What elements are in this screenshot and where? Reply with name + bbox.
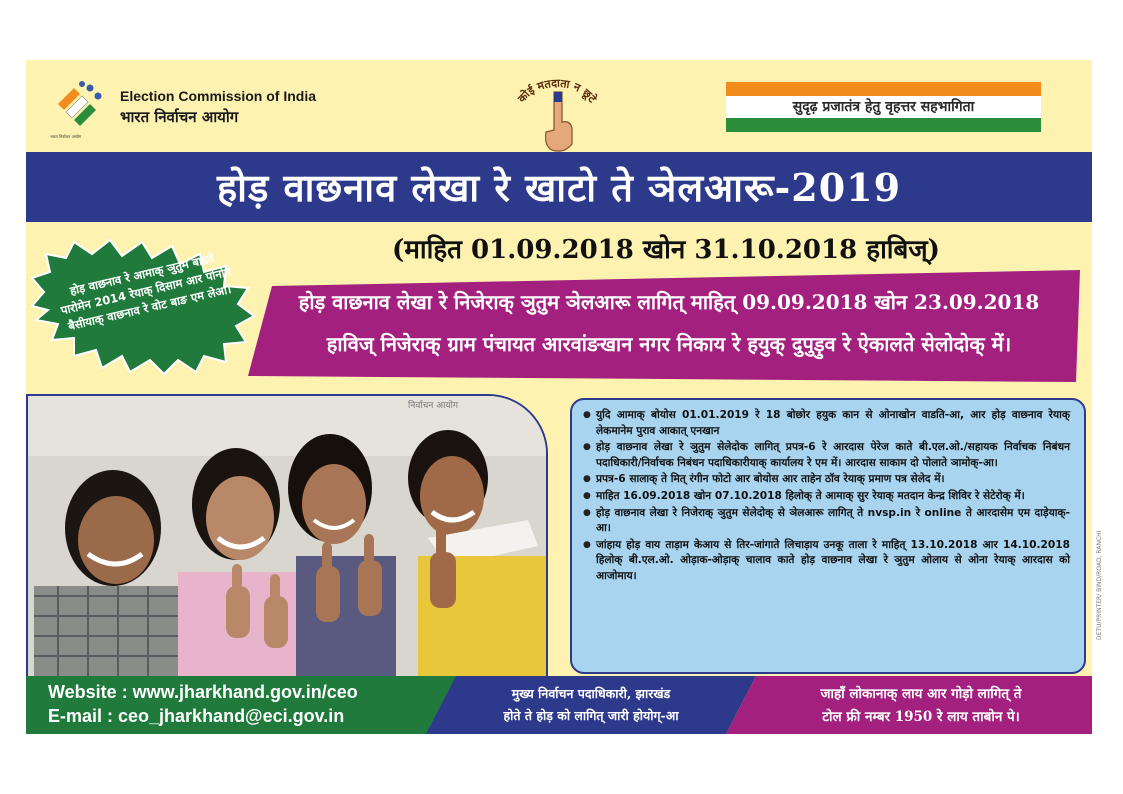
inked-finger-mascot-icon (502, 70, 612, 154)
helpline-line-1: जाहाँ लोकानाक् लाय आर गोड़ो लागित् ते (820, 686, 1022, 702)
voter-registration-poster (26, 60, 1092, 734)
eci-name-hi: भारत निर्वाचन आयोग (120, 108, 239, 126)
magenta-banner (248, 270, 1080, 382)
campaign-period: (माहित 01.09.2018 खोन 31.10.2018 हाबिज्) (392, 235, 940, 265)
banner-line-2: हाविज् निजेराक् ग्राम पंचायत आरवांङखान नगर निकाय रे हयुक् दुपुड़ुव रे ऐकालते सेलोदोक् में। (326, 332, 1012, 356)
photo-sign-text: निर्वाचन आयोग (408, 401, 459, 411)
printer-credit: DETU/PRINTER/ BIND/ROAD, RANCHI (1096, 530, 1103, 640)
issuer-line-2: होते ते होड़ को लागित् जारी होयोग्-आ (503, 708, 679, 723)
tagline: सुदृढ़ प्रजातंत्र हेतु वृहत्तर सहभागिता (792, 99, 975, 115)
info-point-4: ● माहित 16.09.2018 खोन 07.10.2018 हिलोक् ते आमाक् सुर रेयाक् मतदान केन्द्र शिविर रे सेटेरोक् में। (596, 489, 1070, 505)
eci-logo-icon (44, 74, 114, 144)
title-band (26, 152, 1092, 222)
tagline-strip (726, 82, 1041, 134)
info-point-2: ● होड़ वाछनाव लेखा रे ञुतुम सेलेदोक लागित् प्रपत्र-6 रे आरदास पेरेज काते बी.एल.ओ./सहायक निर्वाचक निबंधन पदाधिकारी/निर्वाचक निबंधन पदाधिकारीयाक् कार्यालय रे एम में। आरदास साकाम दो पोलाते ञामोक्-आ। (596, 440, 1070, 471)
green-star-badge (26, 236, 260, 376)
issuer-line-1: मुख्य निर्वाचन पदाधिकारी, झारखंड (511, 686, 671, 701)
poster-title: होड़ वाछनाव लेखा रे खाटो ते ञेलआरू-2019 (216, 165, 902, 210)
svg-text:भारत निर्वाचन आयोग: भारत निर्वाचन आयोग (50, 134, 82, 139)
eci-name-en: Election Commission of India (120, 88, 317, 104)
contact-footer (26, 676, 456, 734)
voters-photo (26, 394, 548, 680)
issuer-footer (426, 676, 756, 734)
mascot-caption: कोई मतदाता न छूटे (515, 76, 599, 106)
info-point-3: ● प्रपत्र-6 सालाक् ते मित् रंगीन फोटो आर बोयोस आर ताहेन ठॉव रेयाक् प्रमाण पत्र सेलेद में। (596, 472, 1070, 488)
email-link[interactable]: E-mail : ceo_jharkhand@eci.gov.in (48, 706, 345, 726)
info-point-6: ● जांहाय होड़ वाय ताड़ाम केआय से तिर-जांगाते लिचाड़ाय उनकू ताला रे माहित् 13.10.2018 आर 14.10.2018 हिलोक् बी.एल.ओ. ओड़ाक-ओड़ाक् चालाव काते होड़ वाछनाव लेखा रे ञुतुम ओलाय से ओना रेयाक् आरदास को आजोमाय। (596, 538, 1070, 585)
banner-line-1: होड़ वाछनाव लेखा रे निजेराक् ञुतुम ञेलआरू लागित् माहित् 09.09.2018 खोन 23.09.2018 (298, 290, 1040, 314)
helpline-line-2: टोल फ्री नम्बर 1950 रे लाय ताबोन पे। (822, 709, 1020, 725)
info-panel (570, 398, 1086, 674)
helpline-footer (726, 676, 1092, 734)
info-list (572, 400, 1084, 585)
info-point-1: ● युदि आमाक् बोयोस 01.01.2019 रे 18 बोछोर हयुक कान से ओनाखोन वाडति-आ, आर होड़ वाछनाव रेयाक् लेकमानेम पुराव आकात् एनखान (596, 408, 1070, 439)
website-link[interactable]: Website : www.jharkhand.gov.in/ceo (48, 682, 358, 702)
badge-text: होड़ वाछनाव रे आमाक् ञुतुम बाडते पारोमेन 2014 रेयाक् दिसाम आर पोनोत बैसीयाक् वाछनाव रे वोट बाङ एम लेआ। (59, 251, 233, 334)
info-point-5: ● होड़ वाछनाव लेखा रे निजेराक् ञुतुम सेलेदोक् से ञेलआरू लागित् ते nvsp.in रे online ते आरदासेम एम दाड़ेयाक्-आ। (596, 506, 1070, 537)
